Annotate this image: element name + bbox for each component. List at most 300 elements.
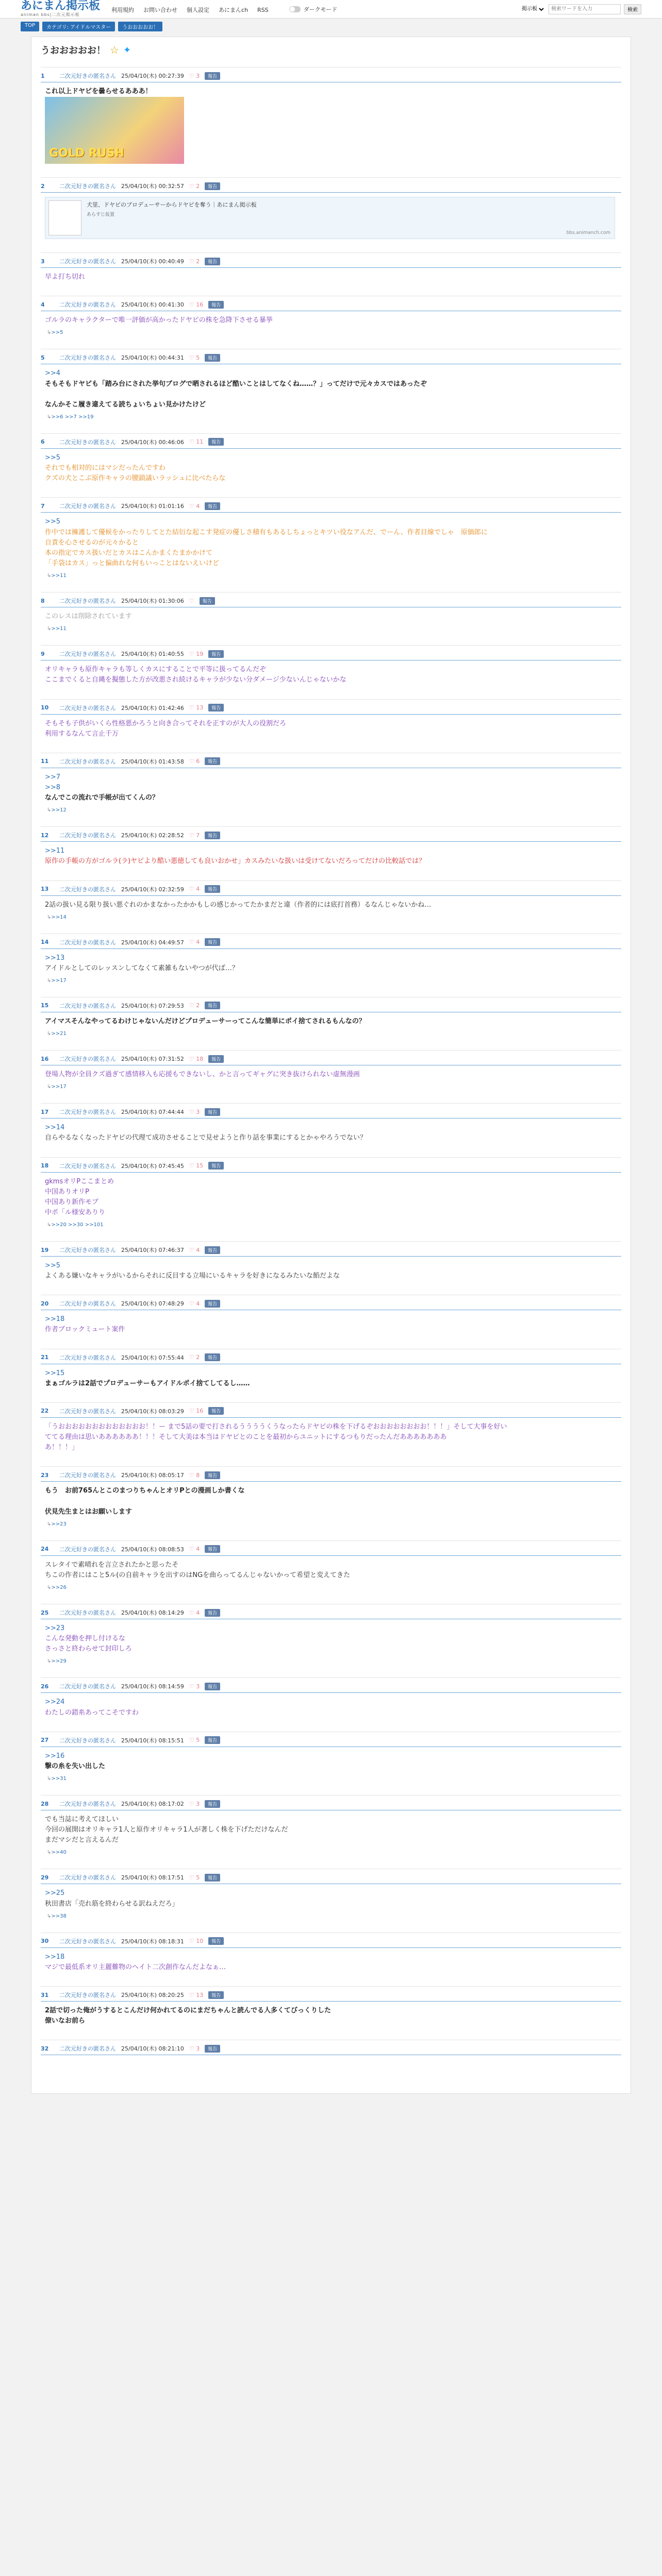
report-button[interactable]: 報告 [205,1108,220,1116]
heart-icon: ♡ [189,301,196,308]
like-button[interactable] [189,1801,200,1807]
heart-icon: ♡ [189,939,196,946]
report-button[interactable]: 報告 [205,354,220,362]
post-number[interactable]: 14 [41,939,49,946]
post-body [45,272,621,282]
nav-link[interactable]: あにまんch [219,7,249,13]
report-button[interactable]: 報告 [205,502,220,510]
post-number[interactable]: 23 [41,1471,49,1479]
post-spacer [41,282,621,291]
post-date: 25/04/10(木) 00:41:30 [121,301,184,309]
report-button[interactable]: 報告 [205,885,220,893]
post-header [41,885,621,896]
post [41,1604,621,1677]
like-count: 2 [196,258,200,265]
post-number[interactable]: 10 [41,704,49,711]
heart-icon: ♡ [189,1300,196,1307]
post-spacer [41,1228,621,1236]
reply-anchor[interactable]: >>18 [45,1953,65,1961]
reply-anchor[interactable]: >>25 [45,1889,65,1897]
like-count: 13 [196,1991,204,1998]
like-button[interactable] [189,1992,203,1998]
post [41,1241,621,1295]
post-header [41,938,621,949]
post-date: 25/04/10(木) 02:32:59 [121,886,184,893]
report-button[interactable]: 報告 [205,1609,220,1617]
post-number[interactable]: 21 [41,1354,49,1361]
post-text-line [45,1496,621,1506]
report-button[interactable]: 報告 [208,301,224,309]
post-text-line: 2話で切った俺がうするとこんだけ何かれてるのにまだちゃんと読んでる人多くてびっくりした [45,2007,332,2014]
like-button[interactable] [189,354,200,361]
post-number[interactable]: 18 [41,1162,49,1169]
post-body [45,1123,621,1143]
post-header [41,1246,621,1257]
like-button[interactable] [189,1737,200,1743]
post [41,934,621,997]
like-button[interactable] [189,1247,200,1253]
post-text-line: こんな発動を押し付けるな [45,1635,126,1643]
post-spacer [41,1664,621,1672]
post-spacer [41,632,621,640]
like-count: 16 [196,301,204,308]
post-body [45,315,621,326]
post-body [45,846,621,867]
post-number[interactable]: 16 [41,1055,49,1062]
post-spacer [41,984,621,992]
like-button[interactable] [189,886,200,892]
reply-anchor[interactable]: >>5 [45,1262,61,1270]
post-header [41,72,621,82]
post-text-line: もう お前765んとこのまつりちゃんとオリPとの漫画しか書くな [45,1487,245,1495]
report-button[interactable]: 報告 [205,258,220,265]
post-date: 25/04/10(木) 08:05:17 [121,1472,184,1479]
like-button[interactable] [189,1109,200,1115]
like-count: 19 [196,650,204,657]
breadcrumb [0,19,662,35]
post-body [45,612,621,622]
post [41,1466,621,1540]
post [41,349,621,433]
report-button[interactable]: 報告 [205,1246,220,1254]
reply-anchor[interactable]: >>15 [45,1369,65,1377]
report-button[interactable]: 報告 [205,1683,220,1690]
like-button[interactable] [189,1162,203,1169]
post-number[interactable]: 20 [41,1300,49,1307]
post-number[interactable]: 8 [41,597,45,604]
report-button[interactable]: 報告 [200,597,215,605]
reply-links[interactable]: ↳ >>26 [47,1585,621,1590]
report-button[interactable]: 報告 [205,1471,220,1479]
like-button[interactable] [189,1938,203,1944]
post-number[interactable]: 7 [41,502,45,510]
card-subtitle: あらすじ仮置 [87,212,115,218]
site-logo[interactable] [21,1,100,18]
post-body [45,453,621,484]
reply-links[interactable]: ↳ >>21 [47,1031,621,1037]
post-number[interactable]: 27 [41,1737,49,1744]
heart-icon: ♡ [189,1683,196,1690]
like-button[interactable] [189,503,200,510]
post-text-line: クズの犬とこぶ原作キャラの腰鎖議いラッシュに比べたらな [45,474,226,483]
reply-anchor[interactable]: >>7 [45,773,61,781]
report-button[interactable]: 報告 [208,704,224,711]
search-scope-select[interactable] [520,5,545,14]
post-number[interactable]: 19 [41,1246,49,1253]
reply-links[interactable]: ↳ >>29 [47,1658,621,1664]
like-button[interactable] [189,1354,200,1361]
post-number[interactable]: 31 [41,1991,49,1998]
post-spacer [41,1335,621,1344]
post-number[interactable]: 30 [41,1938,49,1945]
like-button[interactable] [189,73,200,79]
post-number[interactable]: 26 [41,1683,49,1690]
post-number[interactable]: 15 [41,1002,49,1009]
like-button[interactable] [189,598,194,604]
post-header [41,1545,621,1556]
post-number[interactable]: 17 [41,1108,49,1115]
post-number[interactable]: 28 [41,1800,49,1807]
like-button[interactable] [189,1002,200,1009]
nav-link[interactable]: RSS [257,7,269,13]
post-spacer [41,2026,621,2035]
reply-links[interactable]: ↳ >>5 [47,330,621,335]
post-header [41,1800,621,1810]
report-button[interactable]: 報告 [205,2045,220,2053]
report-button[interactable]: 報告 [205,72,220,80]
like-button[interactable] [189,1609,200,1616]
poster-name: 二次元好きの匿名さん [59,2045,116,2053]
post-number[interactable]: 13 [41,886,49,893]
poster-name: 二次元好きの匿名さん [59,886,116,893]
post-number[interactable]: 24 [41,1546,49,1553]
post-body [45,1261,621,1281]
heart-icon: ♡ [189,1408,196,1415]
post-date: 25/04/10(木) 08:17:51 [121,1874,184,1882]
reply-anchor[interactable]: >>5 [45,518,61,526]
post [41,1295,621,1348]
post-body [45,1016,621,1027]
report-button[interactable]: 報告 [208,650,224,658]
post-image[interactable] [45,97,184,164]
heart-icon: ♡ [189,182,196,190]
post-header [41,597,621,607]
post [41,880,621,934]
reply-anchor[interactable]: >>13 [45,954,65,962]
post-text-line: 作者ブロックミュート案件 [45,1326,125,1334]
report-button[interactable]: 報告 [205,1736,220,1744]
post-spacer [41,1037,621,1045]
report-button[interactable]: 報告 [205,1800,220,1808]
post-text-line: 僚いなお前ら [45,2017,86,2025]
poster-name: 二次元好きの匿名さん [59,258,116,265]
post-text-line: 自らやるなくなったドヤピの代理て成功させることで見せようと作り話を事業にするとかゃやろうでない？ [45,1134,367,1142]
reply-links[interactable]: ↳ >>23 [47,1521,621,1527]
post-spacer [41,1718,621,1726]
like-button[interactable] [189,704,203,711]
like-button[interactable] [189,1300,200,1307]
post-spacer [41,1855,621,1863]
heart-icon: ♡ [189,650,196,657]
post-number[interactable]: 5 [41,354,45,361]
reply-links[interactable]: ↳ >>20 >>30 >>101 [47,1222,621,1228]
reply-anchor[interactable]: >>8 [45,783,61,791]
post-header [41,1353,621,1364]
report-button[interactable]: 報告 [205,182,220,190]
search-button[interactable]: 検索 [624,4,641,14]
like-count: 8 [196,1471,200,1479]
reply-links[interactable]: ↳ >>17 [47,978,621,984]
post-text-line: まだマシだと言えるんだ [45,1836,119,1844]
post-body [45,1422,621,1453]
reply-anchor[interactable]: >>16 [45,1752,65,1760]
post-header [41,1682,621,1693]
search-area [520,4,641,14]
post [41,592,621,645]
post-date: 25/04/10(木) 01:30:06 [121,598,184,605]
report-button[interactable]: 報告 [205,1874,220,1882]
reply-anchor[interactable]: >>4 [45,369,61,378]
heart-icon: ♡ [189,597,194,604]
like-button[interactable] [189,758,200,765]
post-body [45,2006,621,2026]
heart-icon: ♡ [189,354,196,361]
reply-anchor[interactable]: >>11 [45,847,65,855]
post-number[interactable]: 25 [41,1609,49,1616]
post-date: 25/04/10(木) 08:03:29 [121,1408,184,1415]
post-text-line: 中国ありオリP [45,1188,89,1196]
post-number[interactable]: 11 [41,758,49,765]
report-button[interactable]: 報告 [208,438,224,446]
heart-icon: ♡ [189,438,196,446]
post-text-line: あ！！！」 [45,1444,79,1452]
like-button[interactable] [189,1546,200,1552]
nav-link[interactable]: 利用規約 [111,7,135,13]
like-count: 4 [196,1246,200,1253]
like-button[interactable] [189,1408,203,1414]
post-text-line: これ以上ドヤピを曇らせるあああ！ [45,88,152,95]
like-count: 5 [196,354,200,361]
post [41,1050,621,1103]
like-count: 4 [196,886,200,893]
post-text-line: アイドルとしてのレッスンしてなくて素雑もないやつが代ば…？ [45,964,239,972]
poster-name: 二次元好きの匿名さん [59,1609,116,1617]
poster-name: 二次元好きの匿名さん [59,1683,116,1690]
post-body [45,1368,621,1389]
heart-icon: ♡ [189,886,196,893]
post-header [41,2044,621,2055]
post-text-line: そもそも子供がいくら性格悪かろうと向き合ってそれを正すのが大人の役割だろ [45,719,287,727]
post [41,67,621,177]
post-header [41,300,621,311]
like-button[interactable] [189,2045,200,2052]
like-count: 4 [196,502,200,510]
post-body [45,772,621,803]
reply-links[interactable]: ↳ >>11 [47,626,621,632]
report-button[interactable]: 報告 [205,832,220,839]
post-spacer [41,1453,621,1461]
report-button[interactable]: 報告 [205,1545,220,1553]
post-text-line: 秋田書店「売れ筋を終わらせる訳ねえだろ」 [45,1900,179,1908]
post-body [45,1486,621,1517]
post-number[interactable]: 9 [41,650,45,657]
breadcrumb-item[interactable]: うおおおおお！ [118,22,162,31]
like-button[interactable] [189,438,203,445]
post-header [41,1873,621,1884]
reply-anchor[interactable]: >>18 [45,1315,65,1324]
like-button[interactable] [189,1472,200,1479]
post-body [45,1560,621,1581]
reply-links[interactable]: ↳ >>14 [47,914,621,920]
post-text-line: 撃の糸を失い出した [45,1762,106,1770]
post-date: 25/04/10(木) 00:40:49 [121,258,184,265]
like-count: 2 [196,1002,200,1009]
like-button[interactable] [189,832,200,839]
twitter-bird-icon[interactable]: ✦ [123,44,131,56]
like-button[interactable] [189,1056,203,1062]
post-number[interactable]: 4 [41,301,45,308]
post-date: 25/04/10(木) 07:44:44 [121,1109,184,1116]
post-number[interactable]: 12 [41,832,49,839]
post [41,1732,621,1795]
like-count: 16 [196,1408,204,1415]
report-button[interactable]: 報告 [208,1055,224,1063]
like-button[interactable] [189,301,203,308]
post [41,699,621,753]
reply-links[interactable]: ↳ >>38 [47,1913,621,1919]
post-header [41,1407,621,1418]
card-title: 犬里、ドヤピのプロデューサーからドヤピを奪う｜あにまん掲示板 [87,201,257,209]
post-text-line [45,389,621,400]
nav-link[interactable]: 個人設定 [187,7,210,13]
post [41,645,621,699]
link-card[interactable] [45,197,615,239]
post-text-line: ちこの作者にはこと5ル(の自前キャラを出すのはNGを曲らってるんじゃないかって希望と変えてきた [45,1571,351,1579]
toggle-switch-icon[interactable] [289,6,301,12]
reply-anchor[interactable]: >>24 [45,1698,65,1706]
poster-name: 二次元好きの匿名さん [59,598,116,605]
post-spacer [41,239,621,247]
post-number[interactable]: 6 [41,438,45,446]
post-text-line: 登場人物が全員クズ過ぎて感情移入も応援もできないし、かと言ってギャグに突き抜けられない虚無漫画 [45,1071,360,1079]
post-text-line: ここまでくると自縄を擬態した方が改悪され続けるキャラが少ない分ダメージ少ないんじゃないかな [45,676,346,684]
report-button[interactable]: 報告 [208,1162,224,1170]
poster-name: 二次元好きの匿名さん [59,73,116,79]
post-text-line: 利用するなんて言止千万 [45,730,119,738]
post [41,1402,621,1466]
post-number[interactable]: 3 [41,258,45,265]
favorite-star-icon[interactable]: ☆ [110,44,119,56]
post-header [41,1991,621,2002]
like-button[interactable] [189,183,200,190]
reply-links[interactable]: ↳ >>31 [47,1776,621,1782]
like-button[interactable] [189,651,203,657]
darkmode-toggle[interactable] [289,5,338,13]
reply-links[interactable]: ↳ >>17 [47,1084,621,1090]
reply-anchor[interactable]: >>14 [45,1124,65,1132]
post [41,1540,621,1604]
post-text-line: なんかそこ履き違えてる読ちょいちょい見かけたけど [45,400,206,409]
post-date: 25/04/10(木) 01:42:46 [121,704,184,711]
post [41,753,621,826]
search-input[interactable] [549,4,621,14]
post-date: 25/04/10(木) 08:18:31 [121,1938,184,1945]
like-count: 2 [196,1354,200,1361]
report-button[interactable]: 報告 [208,1991,224,1999]
post-text-line: 早よ打ち切れ [45,273,86,281]
post-number[interactable]: 2 [41,182,45,190]
like-button[interactable] [189,1874,200,1881]
post-spacer [41,1782,621,1790]
post-spacer [41,1389,621,1397]
post-header [41,1608,621,1619]
poster-name: 二次元好きの匿名さん [59,1801,116,1808]
reply-links[interactable]: ↳ >>40 [47,1850,621,1855]
like-button[interactable] [189,939,200,945]
poster-name: 二次元好きの匿名さん [59,758,116,765]
reply-links[interactable]: ↳ >>12 [47,807,621,813]
post-header [41,182,621,193]
post-header [41,438,621,449]
report-button[interactable]: 報告 [205,1002,220,1009]
darkmode-label: ダークモード [303,6,338,13]
report-button[interactable]: 報告 [208,1937,224,1945]
post-date: 25/04/10(木) 07:45:45 [121,1162,184,1170]
post-number[interactable]: 29 [41,1874,49,1881]
breadcrumb-item[interactable]: カテゴリ: アイドルマスター [42,22,115,31]
reply-anchor[interactable]: >>23 [45,1624,65,1633]
post-text-line: ゴルラのキャラクターで唯一評価が高かったドヤピの株を急降下させる暴挙 [45,316,273,325]
post-number[interactable]: 1 [41,72,45,79]
post [41,296,621,349]
post-number[interactable]: 22 [41,1408,49,1415]
post-header [41,1002,621,1012]
page-title: うおおおおお！ [41,45,106,56]
breadcrumb-item[interactable]: TOP [21,22,39,31]
report-button[interactable]: 報告 [205,1353,220,1361]
like-button[interactable] [189,1683,200,1690]
post-date: 25/04/10(木) 00:46:06 [121,438,184,446]
post-text-line: 本の指定でカス扱いだとカスはこんかまくたまかかけて [45,549,213,557]
post-text-line: 中国あり新作モブ [45,1198,99,1206]
post-date: 25/04/10(木) 07:46:37 [121,1247,184,1254]
reply-anchor[interactable]: >>5 [45,453,61,462]
reply-links[interactable]: ↳ >>11 [47,573,621,579]
report-button[interactable]: 報告 [205,757,220,765]
poster-name: 二次元好きの匿名さん [59,503,116,510]
report-button[interactable]: 報告 [205,1300,220,1308]
like-button[interactable] [189,258,200,265]
post-number[interactable]: 32 [41,2045,49,2052]
heart-icon: ♡ [189,502,196,510]
post-header [41,1055,621,1065]
post-date: 25/04/10(木) 04:49:57 [121,939,184,946]
report-button[interactable]: 報告 [205,938,220,946]
like-count: 3 [196,1108,200,1115]
report-button[interactable]: 報告 [208,1407,224,1415]
heart-icon: ♡ [189,1471,196,1479]
post-header [41,1162,621,1173]
reply-links[interactable]: ↳ >>6 >>7 >>19 [47,414,621,420]
post-text-line: gkmsオリPここまとめ [45,1177,114,1185]
post-body [45,1070,621,1080]
heart-icon: ♡ [189,832,196,839]
poster-name: 二次元好きの匿名さん [59,1162,116,1170]
like-count: 3 [196,72,200,79]
nav-link[interactable]: お問い合わせ [143,7,178,13]
logo-text[interactable]: あにまん掲示板 [21,0,101,12]
like-count: 3 [196,1683,200,1690]
